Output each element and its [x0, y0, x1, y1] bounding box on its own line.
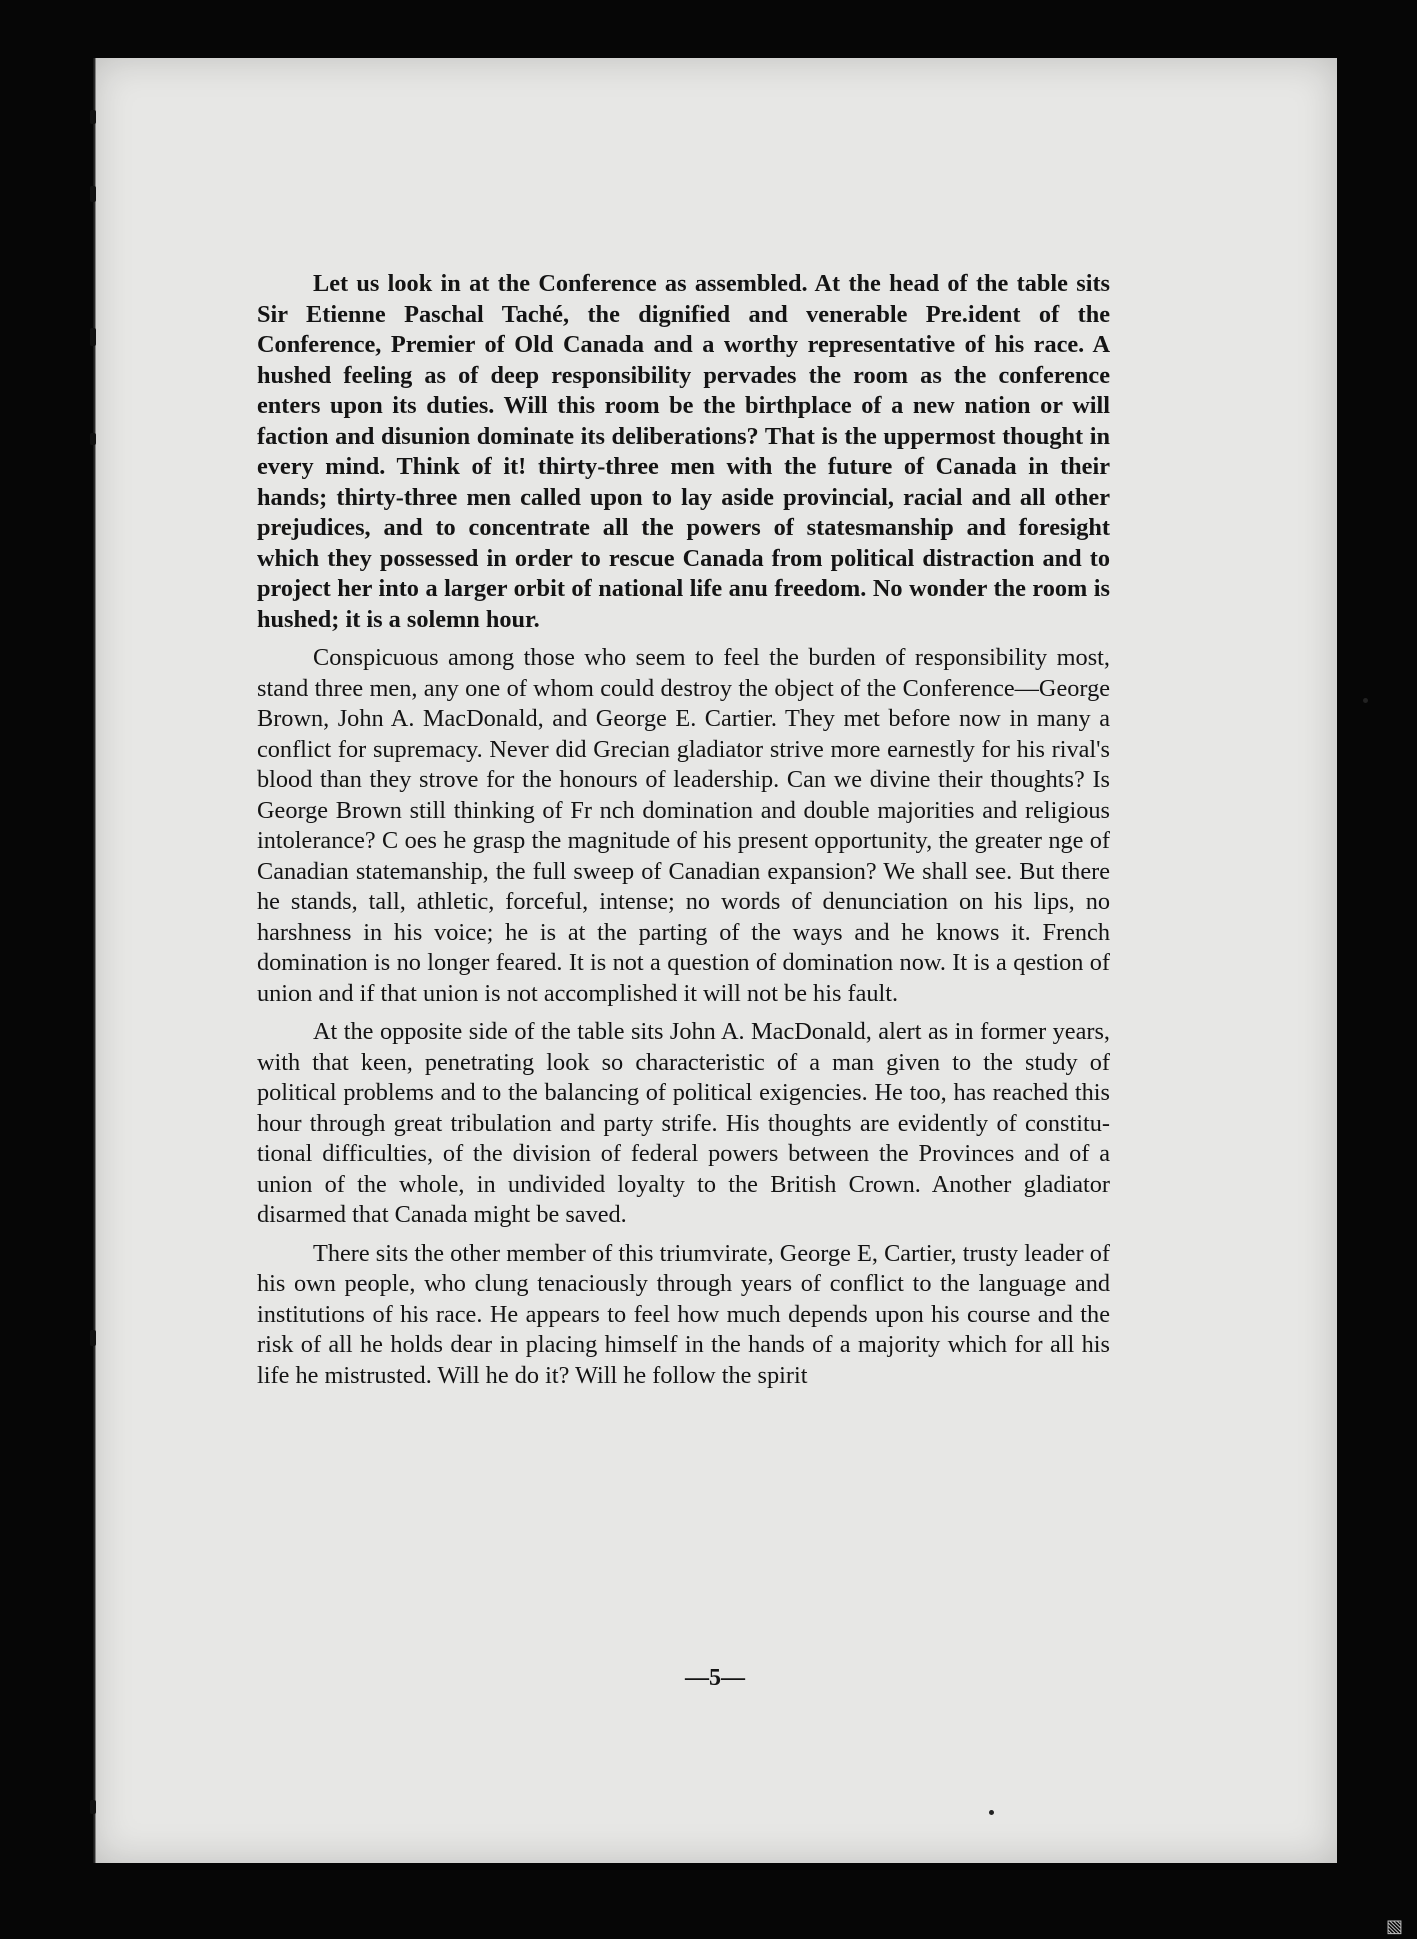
scanned-page — [93, 58, 1337, 1863]
paragraph-3: At the opposite side of the table sits John A. MacDonald, alert as in former years, with that keen, penetrating look so characteristic of a man given to the study of political problems and to the balancing of political exigencies. He too, has reached this hour through great tribulation and party strife. His thoughts are evidently of constitutional difficulties, of the division of federal powers between the Provinces and of a union of the whole, in undivided loyalty to the British Crown. Another gladiator disarmed that Canada might be saved. — [257, 1018, 1110, 1228]
scan-speck — [1363, 698, 1368, 703]
binding-mark — [90, 433, 96, 445]
binding-mark — [90, 328, 96, 346]
binding-mark — [90, 186, 96, 202]
page-number: —5— — [685, 1665, 745, 1691]
binding-mark — [90, 1330, 96, 1346]
scan-speck — [989, 1810, 994, 1815]
binding-mark — [90, 110, 96, 124]
paragraph-1: Let us look in at the Conference as assembled. At the head of the table sits Sir Etienne Paschal Taché, the dignified and venerable Pre.ident of the Conference, Premier of Old Canada and a worthy representative of his race. A hushed feeling as of deep responsibility pervades the room as the conference enters upon its duties. Will this room be the birthplace of a new nation or will faction and disunion dominate its deliberations? That is the uppermost thought in every mind. Think of it! thirty-three men with the future of Canada in their hands; thirty-three men called upon to lay aside provincial, racial and all other prejudices, and to concentrate all the powers of statesmanship and foresight which they possessed in order to rescue Canada from political distraction and to project her into a larger orbit of national life anu freedom. No wonder the room is hushed; it is a solemn hour. — [257, 270, 1110, 633]
body-text — [257, 269, 1110, 1399]
binding-mark — [90, 1800, 96, 1814]
paragraph-4: There sits the other member of this triumvirate, George E, Cartier, trusty leader of his own people, who clung tenaciously through years of conflict to the language and institutions of his race. He appears to feel how much depends upon his course and the risk of all he holds dear in placing himself in the hands of a majority which for all his life he mistrusted. Will he do it? Will he follow the spirit — [257, 1239, 1110, 1389]
scanner-corner-icon: ▧ — [1385, 1916, 1403, 1937]
paragraph-2: Conspicuous among those who seem to feel the burden of responsibility most, stand three men, any one of whom could destroy the object of the Conference—George Brown, John A. MacDonald, and George E. Cartier. They met before now in many a conflict for supremacy. Never did Grecian gladiator strive more earnestly for his rival's blood than they strove for the honours of leadership. Can we divine their thoughts? Is George Brown still thinking of Fr nch domination and double majorities and religious intolerance? C oes he grasp the magnitude of his present opportunity, the greater nge of Canadian statemanship, the full sweep of Canadian expansion? We shall see. But there he stands, tall, athletic, forceful, intense; no words of denunciation on his lips, no harshness in his voice; he is at the parting of the ways and he knows it. French domination is no longer feared. It is not a question of domination now. It is a qestion of union and if that union is not accomplished it will not be his fault. — [257, 644, 1110, 1007]
